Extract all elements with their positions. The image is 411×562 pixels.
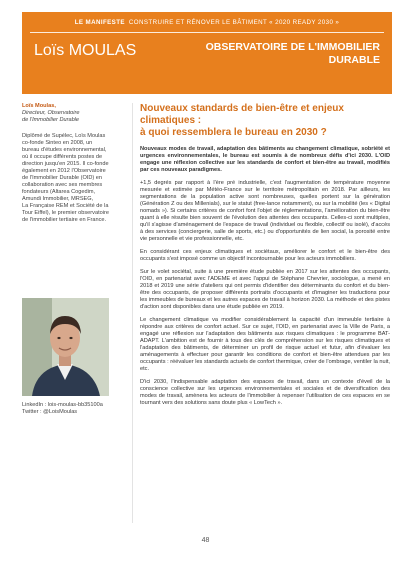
bio-line: de l'Immobilier Durable (OID) en bbox=[22, 175, 103, 181]
headline-line-1: Nouveaux standards de bien-être et enjeux climatiques : bbox=[140, 103, 344, 126]
page-number: 48 bbox=[201, 537, 210, 544]
portrait-photo bbox=[22, 298, 109, 396]
banner-top-line bbox=[22, 12, 392, 32]
article-paragraph-1: +1,5 degrés par rapport à l'ère pré industrielle, c'est l'augmentation de température moyenne mesurée et estimée par Météo-France sur le territoire métropolitain en 2018. Par ailleurs, les segmentations de la population active sont nombreuses, quelles portent sur la génération (Génération Z ou des Millenials), sur le statut (free-lance notamment), ou sur la mobilité (les « Digital nomads »). Si certains critères de confort font l'objet de réglementations, l'amélioration du bien-être quant à elle résulte bien souvent de l'évolution des attentes des occupants. Celles-ci sont multiples, qu'il s'agisse d'aménagement de l'espace de travail (individuel ou flexible, collectif ou isolé), d'accès à des services (conciergerie, salle de sports, etc.) ou d'opportunités de lien social, la porosité entre vie personnelle et vie professionnelle, etc. bbox=[140, 180, 390, 242]
bio-line: Diplômé de Supélec, Loïs Moulas bbox=[22, 133, 106, 139]
banner-divider bbox=[30, 32, 384, 33]
bio-line: également en 2012 l'Observatoire bbox=[22, 168, 106, 174]
article-paragraph-5: D'ici 2030, l'indispensable adaptation des espaces de travail, dans un contexte d'éveil de la conscience collective sur les urgences environnementales et sociales et de diversification des modes de travail, amènera les acteurs de l'immobilier à repenser l'utilisation de ces espaces en se tournant vers des solutions sans doute plus « LowTech ». bbox=[140, 379, 390, 406]
article-lead: Nouveaux modes de travail, adaptation des bâtiments au changement climatique, sobriété et urgences environnementales, le bureau est soumis à de nombreux défis d'ici 2030. L'OID engage une réflexion collective sur les standards de confort et bien-être au travail, modifiés par ces nouveaux paradigmes. bbox=[140, 146, 390, 173]
organization-name-line-2: DURABLE bbox=[328, 53, 380, 66]
bio-line: Amundi Immobilier, MRSEG, bbox=[22, 196, 94, 202]
bio-line: Tour Eiffel), le premier observatoire bbox=[22, 210, 109, 216]
article-body bbox=[140, 103, 390, 407]
author-name: Loïs MOULAS bbox=[34, 42, 137, 59]
bio-line: collaboration avec ses membres bbox=[22, 182, 103, 188]
bio-line: La Française REM et Société de la bbox=[22, 203, 109, 209]
bio-name: Loïs Moulas, bbox=[22, 103, 56, 109]
bio-line: direction jusqu'en 2015. Il co-fonde bbox=[22, 161, 109, 167]
article-paragraph-3: Sur le volet sociétal, suite à une première étude publiée en 2017 sur les attentes des occupants, l'OID, en partenariat avec l'ADEME et avec l'appui de Stéphane Chevrier, sociologue, a mené en 2018 et 2019 une série d'ateliers qui ont permis d'identifier des déterminants du confort et du bien-être des occupants, de proposer différents portraits d'occupants et d'imaginer les traductions pour les immeubles de bureaux et les autres espaces de travail à horizon 2030. La méthode et des pistes d'action sont disponibles dans une étude publiée en 2019. bbox=[140, 269, 390, 310]
bio-line: bureau d'études environnemental, bbox=[22, 147, 107, 153]
author-contact bbox=[22, 402, 125, 416]
bio-line: fondateurs (Altarea Cogedim, bbox=[22, 189, 96, 195]
author-sidebar bbox=[22, 103, 125, 224]
series-title: LE MANIFESTE bbox=[74, 18, 125, 26]
article-paragraph-2: En considérant ces enjeux climatiques et sociétaux, améliorer le confort et le bien-être des occupants s'est imposé comme un objectif incontournable pour les acteurs immobiliers. bbox=[140, 249, 390, 262]
bio-line: de l'immobilier tertiaire en France. bbox=[22, 217, 107, 223]
header-banner bbox=[22, 12, 392, 94]
twitter-link[interactable]: Twitter : @LoisMoulas bbox=[22, 409, 78, 415]
organization-name bbox=[206, 41, 380, 66]
bio-role-2: de l'Immobilier Durable bbox=[22, 117, 80, 123]
bio-line: co-fonde Sinteo en 2008, un bbox=[22, 140, 93, 146]
bio-text bbox=[22, 133, 125, 224]
linkedin-link[interactable]: LinkedIn : lois-moulas-bb35100a bbox=[22, 402, 103, 408]
article-paragraph-4: Le changement climatique va modifier considérablement la capacité d'un immeuble tertiaire à répondre aux critères de confort actuel. Sur ce sujet, l'OID, en partenariat avec la Ville de Paris, a engagé une réflexion sur l'adaptation des bâtiments aux risques climatiques : le programme BAT-ADAPT. L'ambition est de fournir à tous des clés de compréhension sur les risques climatiques et l'adaptation des bâtiments, de déterminer un profil de risque actuel et futur, afin d'évaluer les aménagements à effectuer pour garantir les conditions de confort et bien-être attendues par les occupants : réévaluer les standards actuels de confort thermique, créer de l'ombrage, ventiler la nuit, etc. bbox=[140, 317, 390, 372]
portrait-illustration bbox=[22, 298, 109, 396]
column-divider bbox=[132, 103, 133, 523]
headline-line-2: à quoi ressemblera le bureau en 2030 ? bbox=[140, 127, 327, 138]
organization-name-line-1: OBSERVATOIRE DE L'IMMOBILIER bbox=[205, 41, 380, 53]
series-tagline: CONSTRUIRE ET RÉNOVER LE BÂTIMENT « 2020 READY 2030 » bbox=[128, 18, 340, 26]
bio-role-1: Directeur, Observatoire bbox=[22, 110, 80, 116]
article-headline bbox=[140, 103, 390, 139]
bio-line: où il occupe différents postes de bbox=[22, 154, 103, 160]
